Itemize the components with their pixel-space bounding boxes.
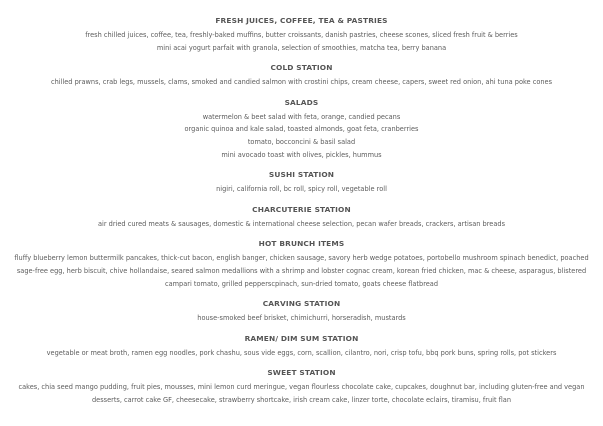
- section-charcuterie-station: [0, 205, 603, 231]
- section-sushi-station: [0, 170, 603, 196]
- section-cold-station: [0, 63, 603, 89]
- menu-line: air dried cured meats & sausages, domestic & international cheese selection, pecan wafer breads, crackers, artisan breads: [97, 219, 506, 228]
- menu-paragraph: fluffy blueberry lemon buttermilk pancakes, thick-cut bacon, english banger, chicken sausage, savory herb wedge potatoes, portobello mushroom spinach benedict, poached sage-free egg, herb biscuit, chive hollandaise, seared salmon medallions with a shrimp and lobster cognac cream, korean fried chicken, mac & cheese, asparagus, blistered campari tomato, grilled pepperscpinach, sun-dried tomato, goats cheese flatbread: [14, 254, 589, 288]
- section-heading: SALADS: [284, 97, 319, 107]
- menu-line: mini acai yogurt parfait with granola, selection of smoothies, matcha tea, berry banana: [156, 43, 447, 52]
- menu-line: house-smoked beef brisket, chimichurri, horseradish, mustards: [197, 314, 406, 323]
- menu-line: nigiri, california roll, bc roll, spicy roll, vegetable roll: [216, 185, 387, 194]
- menu-line: fresh chilled juices, coffee, tea, freshly-baked muffins, butter croissants, danish pastries, cheese scones, sliced fresh fruit & berries: [85, 31, 518, 39]
- section-salads: [0, 98, 603, 161]
- section-heading: SWEET STATION: [267, 368, 336, 378]
- section-hot-brunch-items: [0, 239, 603, 290]
- section-heading: CHARCUTERIE STATION: [252, 204, 351, 214]
- section-sweet-station: [0, 368, 603, 406]
- section-heading: COLD STATION: [270, 63, 333, 73]
- menu-paragraph: cakes, chia seed mango pudding, fruit pies, mousses, mini lemon curd meringue, vegan flourless chocolate cake, cupcakes, doughnut bar, including gluten-free and vegan desserts, carrot cake GF, cheesecake, strawberry shortcake, irish cream cake, linzer torte, chocolate eclairs, tiramisu, fruit flan: [18, 383, 585, 404]
- menu-line: tomato, bocconcini & basil salad: [247, 137, 356, 146]
- section-heading: RAMEN/ DIM SUM STATION: [244, 333, 359, 343]
- menu-line: watermelon & beet salad with feta, orange, candied pecans: [202, 112, 401, 121]
- section-ramen-dim-sum-station: [0, 334, 603, 360]
- menu-line: vegetable or meat broth, ramen egg noodles, pork chashu, sous vide eggs, corn, scallion, cilantro, nori, crisp tofu, bbq pork buns, spring rolls, pot stickers: [46, 348, 557, 357]
- menu-line: mini avocado toast with olives, pickles, hummus: [221, 150, 382, 159]
- menu-line: organic quinoa and kale salad, toasted almonds, goat feta, cranberries: [184, 125, 419, 134]
- section-heading: HOT BRUNCH ITEMS: [258, 239, 345, 249]
- section-fresh-juices: [0, 16, 603, 54]
- section-heading: FRESH JUICES, COFFEE, TEA & PASTRIES: [215, 16, 388, 25]
- section-heading: CARVING STATION: [262, 299, 341, 309]
- section-carving-station: [0, 299, 603, 325]
- section-heading: SUSHI STATION: [268, 170, 335, 180]
- menu-line: chilled prawns, crab legs, mussels, clams, smoked and candied salmon with crostini chips, cream cheese, capers, sweet red onion, ahi tuna poke cones: [50, 78, 553, 87]
